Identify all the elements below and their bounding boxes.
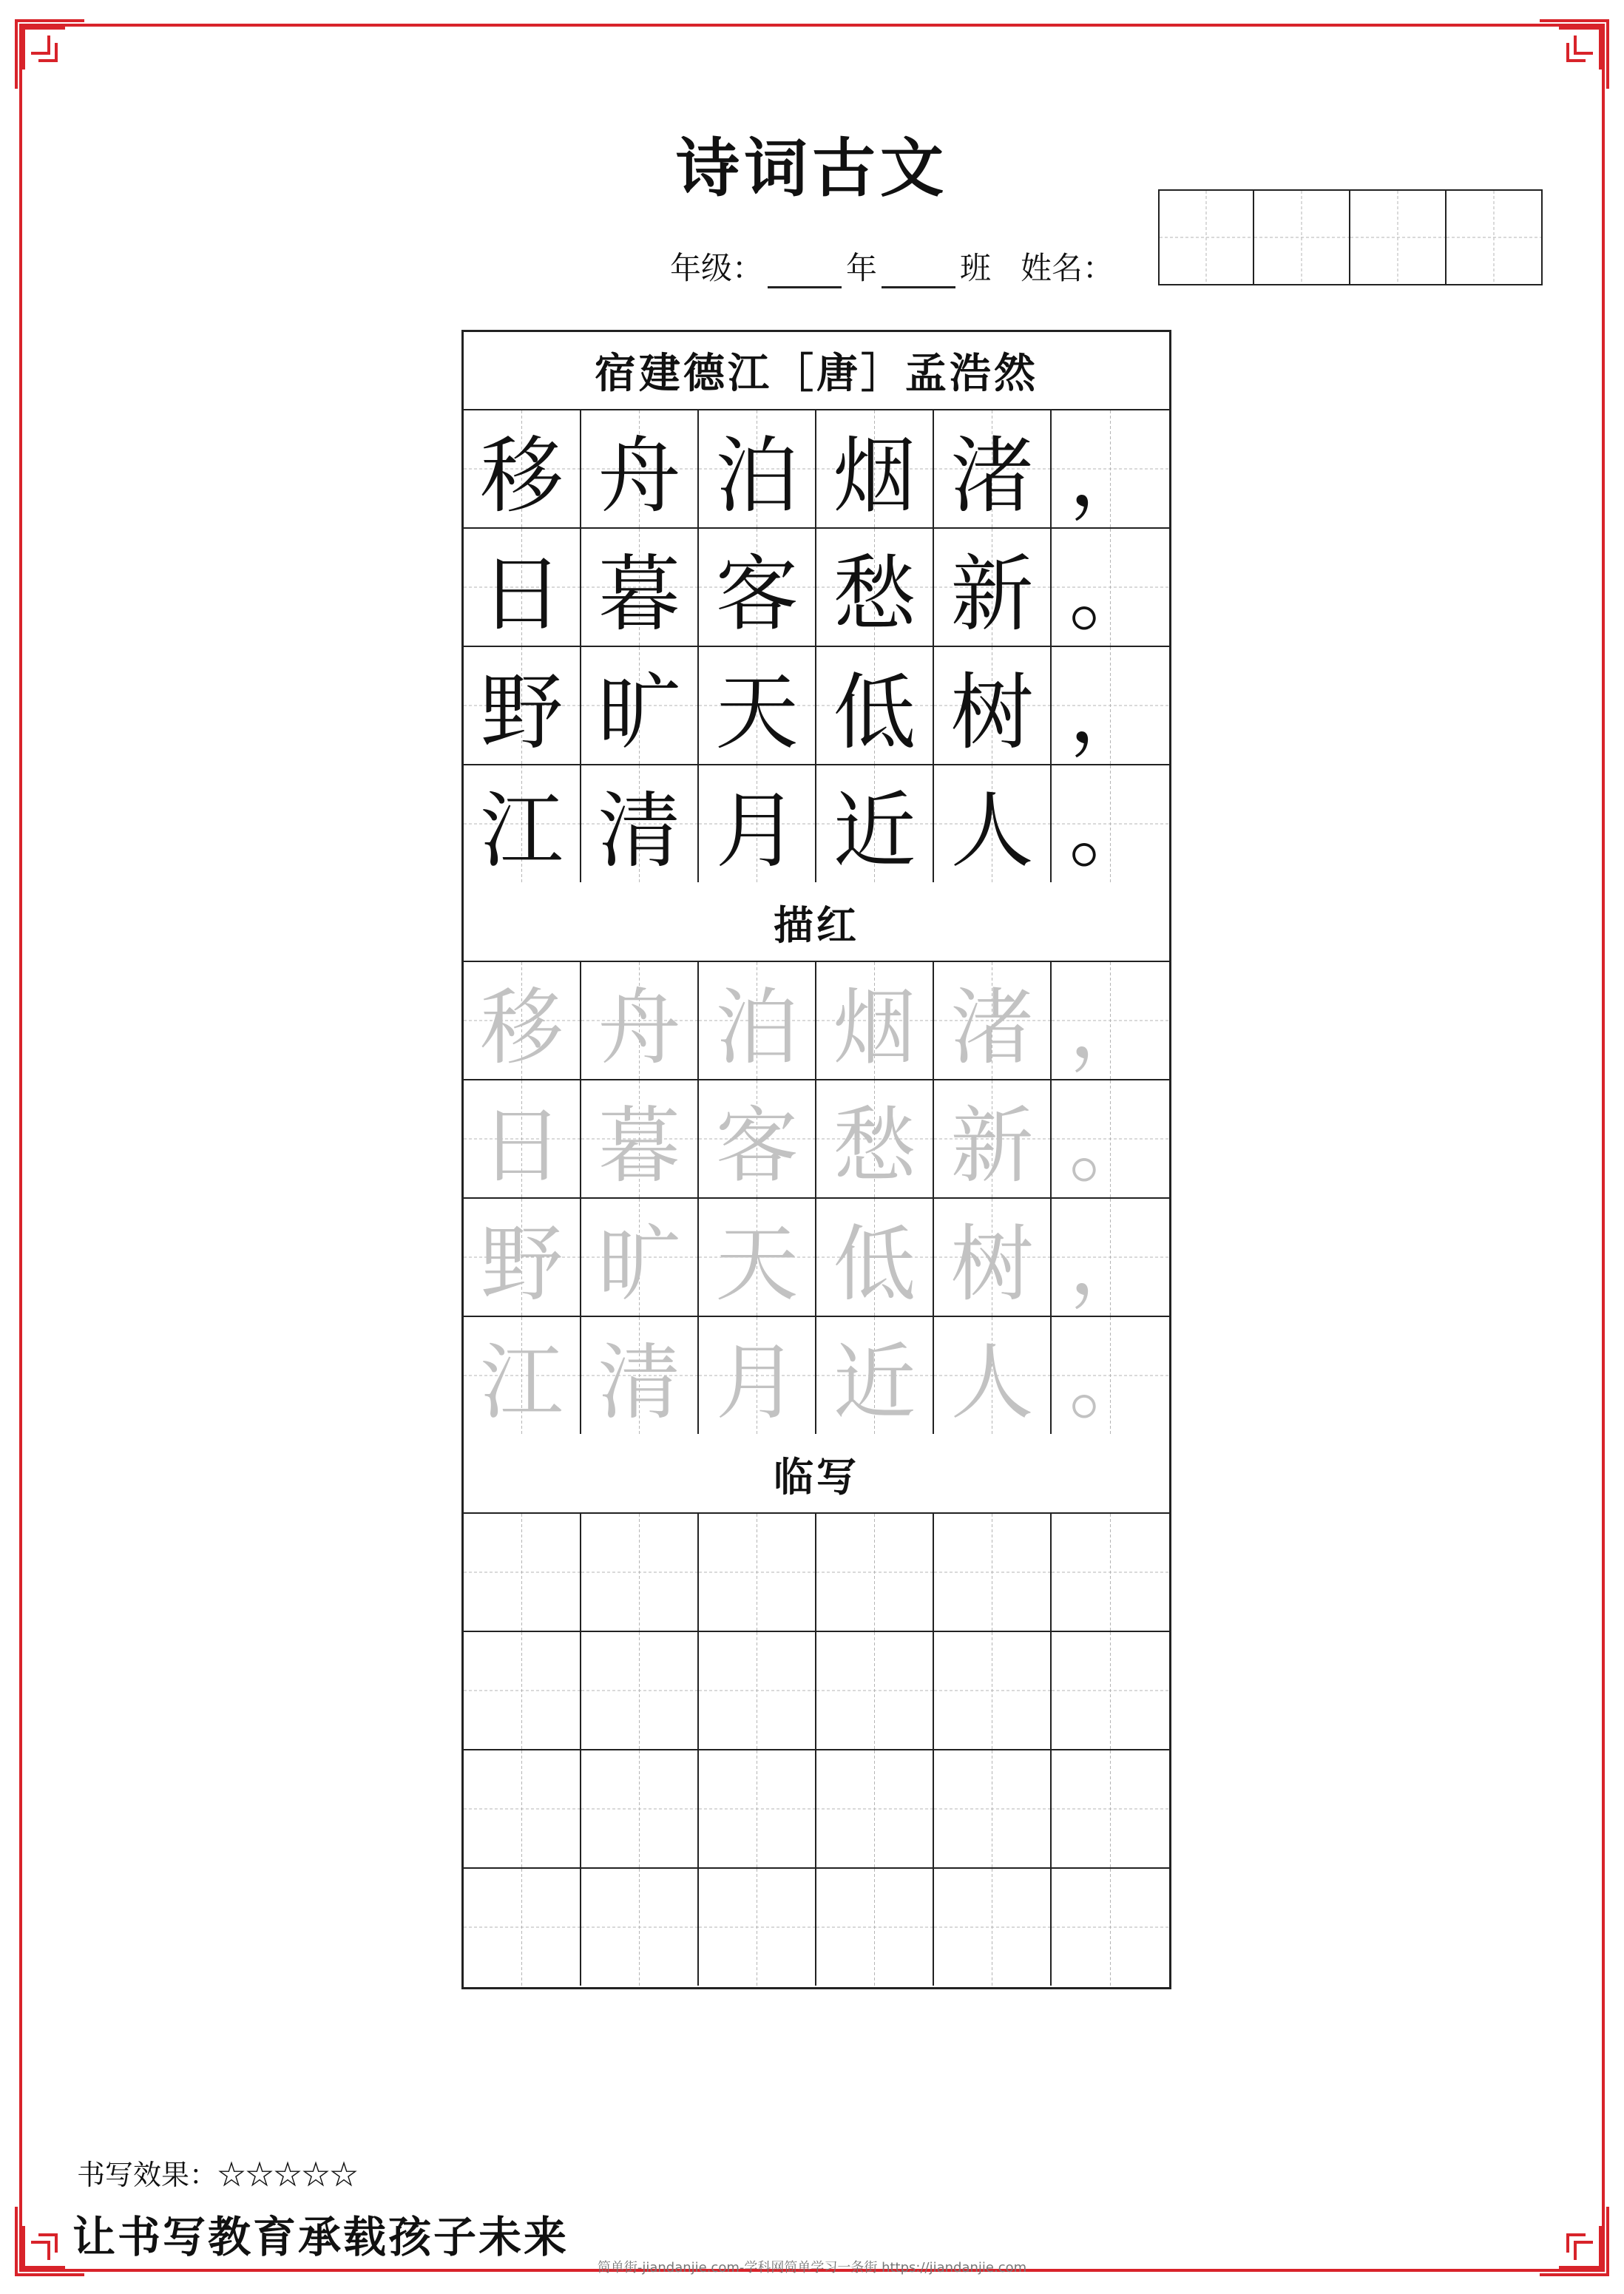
trace-cell[interactable] xyxy=(816,1199,934,1316)
copy-cell[interactable] xyxy=(816,1632,934,1749)
model-cell xyxy=(816,529,934,646)
trace-character: 新 xyxy=(950,1097,1034,1194)
copy-cell[interactable] xyxy=(464,1514,581,1631)
model-row xyxy=(464,529,1169,647)
trace-character: ， xyxy=(1069,1216,1152,1313)
model-character: 客 xyxy=(715,546,799,643)
copy-section-heading: 临写 xyxy=(464,1435,1169,1514)
trace-character: 人 xyxy=(950,1334,1034,1431)
model-cell xyxy=(699,647,816,764)
model-cell xyxy=(464,765,581,882)
model-cell xyxy=(934,410,1052,527)
trace-character: 移 xyxy=(480,979,564,1076)
trace-cell[interactable] xyxy=(581,1317,699,1434)
model-character: 江 xyxy=(480,782,564,879)
trace-character: 烟 xyxy=(833,979,916,1076)
trace-character: 树 xyxy=(950,1216,1034,1313)
model-cell xyxy=(816,647,934,764)
trace-character: 舟 xyxy=(598,979,681,1076)
copy-row xyxy=(464,1750,1169,1869)
copy-cell[interactable] xyxy=(1052,1750,1169,1867)
model-rows xyxy=(464,410,1169,884)
trace-rows xyxy=(464,962,1169,1435)
trace-cell[interactable] xyxy=(464,1317,581,1434)
model-character: ， xyxy=(1069,427,1152,524)
copy-cell[interactable] xyxy=(699,1750,816,1867)
trace-character: 天 xyxy=(715,1216,799,1313)
poem-heading: 宿建德江［唐］孟浩然 xyxy=(464,332,1169,410)
trace-character: 低 xyxy=(833,1216,916,1313)
trace-character: 野 xyxy=(480,1216,564,1313)
trace-character: 愁 xyxy=(833,1097,916,1194)
model-character: 近 xyxy=(833,782,916,879)
copy-cell[interactable] xyxy=(934,1514,1052,1631)
trace-cell[interactable] xyxy=(581,1199,699,1316)
trace-cell[interactable] xyxy=(934,1199,1052,1316)
model-character: 清 xyxy=(598,782,681,879)
model-cell xyxy=(464,529,581,646)
model-character: 新 xyxy=(950,546,1034,643)
class-blank[interactable] xyxy=(882,257,955,288)
trace-cell[interactable] xyxy=(699,1199,816,1316)
copy-cell[interactable] xyxy=(699,1632,816,1749)
model-cell xyxy=(934,647,1052,764)
trace-cell[interactable] xyxy=(699,1080,816,1197)
rating-stars[interactable]: ☆☆☆☆☆ xyxy=(217,2159,359,2191)
name-grid-cell[interactable] xyxy=(1158,189,1254,285)
trace-cell[interactable] xyxy=(934,962,1052,1079)
model-cell xyxy=(581,410,699,527)
name-grid-cell[interactable] xyxy=(1447,189,1543,285)
model-cell xyxy=(699,410,816,527)
trace-cell[interactable] xyxy=(1052,1080,1169,1197)
copy-cell[interactable] xyxy=(581,1869,699,1986)
trace-character: 。 xyxy=(1069,1097,1152,1194)
name-writing-grid[interactable] xyxy=(1158,189,1543,285)
model-cell xyxy=(464,647,581,764)
copy-row xyxy=(464,1632,1169,1750)
trace-character: 清 xyxy=(598,1334,681,1431)
copy-cell[interactable] xyxy=(464,1869,581,1986)
copy-cell[interactable] xyxy=(1052,1632,1169,1749)
trace-cell[interactable] xyxy=(699,1317,816,1434)
year-blank[interactable] xyxy=(768,257,842,288)
copy-cell[interactable] xyxy=(816,1869,934,1986)
name-grid-cell[interactable] xyxy=(1254,189,1350,285)
trace-cell[interactable] xyxy=(934,1317,1052,1434)
trace-cell[interactable] xyxy=(816,962,934,1079)
copy-row xyxy=(464,1869,1169,1987)
copy-cell[interactable] xyxy=(699,1514,816,1631)
page-title: 诗词古文 xyxy=(676,131,948,206)
model-cell xyxy=(1052,410,1169,527)
model-cell xyxy=(581,529,699,646)
trace-cell[interactable] xyxy=(816,1317,934,1434)
model-character: 野 xyxy=(480,664,564,761)
model-character: 泊 xyxy=(715,427,799,524)
trace-character: 旷 xyxy=(598,1216,681,1313)
copy-cell[interactable] xyxy=(699,1869,816,1986)
trace-character: ， xyxy=(1069,979,1152,1076)
copy-cell[interactable] xyxy=(581,1750,699,1867)
model-character: 天 xyxy=(715,664,799,761)
copy-cell[interactable] xyxy=(934,1632,1052,1749)
trace-row xyxy=(464,1199,1169,1317)
trace-character: 近 xyxy=(833,1334,916,1431)
trace-character: 江 xyxy=(480,1334,564,1431)
model-cell xyxy=(699,529,816,646)
model-character: 。 xyxy=(1069,782,1152,879)
slogan: 让书写教育承载孩子未来 xyxy=(72,2212,569,2262)
trace-section-heading: 描红 xyxy=(464,884,1169,962)
model-character: 渚 xyxy=(950,427,1034,524)
trace-cell[interactable] xyxy=(1052,962,1169,1079)
model-character: 低 xyxy=(833,664,916,761)
model-cell xyxy=(1052,765,1169,882)
corner-ornament-top-right xyxy=(1540,18,1611,89)
trace-cell[interactable] xyxy=(816,1080,934,1197)
grade-label: 年级： xyxy=(670,250,764,286)
model-row xyxy=(464,410,1169,529)
model-character: 。 xyxy=(1069,546,1152,643)
trace-character: 客 xyxy=(715,1097,799,1194)
model-character: 舟 xyxy=(598,427,681,524)
model-row xyxy=(464,647,1169,765)
model-character: 移 xyxy=(480,427,564,524)
model-character: 暮 xyxy=(598,546,681,643)
model-character: 旷 xyxy=(598,664,681,761)
model-cell xyxy=(816,410,934,527)
trace-cell[interactable] xyxy=(699,962,816,1079)
model-cell xyxy=(1052,529,1169,646)
copy-cell[interactable] xyxy=(464,1750,581,1867)
trace-cell[interactable] xyxy=(1052,1317,1169,1434)
model-character: 人 xyxy=(950,782,1034,879)
model-character: 日 xyxy=(480,546,564,643)
trace-cell[interactable] xyxy=(464,1080,581,1197)
copy-row xyxy=(464,1514,1169,1632)
trace-cell[interactable] xyxy=(581,1080,699,1197)
model-cell xyxy=(581,647,699,764)
trace-row xyxy=(464,962,1169,1080)
footer-watermark: 简单街-jiandanjie.com-学科网简单学习一条街 https://jiandanjie.com xyxy=(597,2260,1027,2276)
copy-cell[interactable] xyxy=(934,1869,1052,1986)
rating-label: 书写效果： xyxy=(77,2159,218,2191)
trace-row xyxy=(464,1080,1169,1199)
model-character: 愁 xyxy=(833,546,916,643)
model-cell xyxy=(934,765,1052,882)
model-character: 树 xyxy=(950,664,1034,761)
trace-cell[interactable] xyxy=(464,962,581,1079)
year-label: 年 xyxy=(846,250,878,286)
trace-character: 月 xyxy=(715,1334,799,1431)
model-row xyxy=(464,765,1169,884)
copy-cell[interactable] xyxy=(816,1514,934,1631)
model-cell xyxy=(934,529,1052,646)
copy-rows xyxy=(464,1514,1169,1987)
class-label: 班 xyxy=(960,250,992,286)
trace-character: 渚 xyxy=(950,979,1034,1076)
trace-cell[interactable] xyxy=(1052,1199,1169,1316)
model-cell xyxy=(464,410,581,527)
model-cell xyxy=(1052,647,1169,764)
trace-character: 。 xyxy=(1069,1334,1152,1431)
trace-cell[interactable] xyxy=(464,1199,581,1316)
trace-cell[interactable] xyxy=(581,962,699,1079)
trace-character: 泊 xyxy=(715,979,799,1076)
model-character: 月 xyxy=(715,782,799,879)
name-grid-cell[interactable] xyxy=(1350,189,1447,285)
copy-cell[interactable] xyxy=(1052,1869,1169,1986)
copy-cell[interactable] xyxy=(1052,1514,1169,1631)
model-cell xyxy=(581,765,699,882)
poem-practice-table xyxy=(461,330,1171,1989)
copy-cell[interactable] xyxy=(816,1750,934,1867)
model-character: 烟 xyxy=(833,427,916,524)
trace-row xyxy=(464,1317,1169,1435)
copy-cell[interactable] xyxy=(464,1632,581,1749)
model-character: ， xyxy=(1069,664,1152,761)
name-label: 姓名： xyxy=(1021,250,1114,286)
copy-cell[interactable] xyxy=(934,1750,1052,1867)
student-info xyxy=(670,244,1114,288)
writing-rating xyxy=(77,2152,358,2193)
copy-cell[interactable] xyxy=(581,1514,699,1631)
corner-ornament-top-left xyxy=(13,18,84,89)
copy-cell[interactable] xyxy=(581,1632,699,1749)
model-cell xyxy=(816,765,934,882)
trace-character: 暮 xyxy=(598,1097,681,1194)
trace-character: 日 xyxy=(480,1097,564,1194)
trace-cell[interactable] xyxy=(934,1080,1052,1197)
model-cell xyxy=(699,765,816,882)
